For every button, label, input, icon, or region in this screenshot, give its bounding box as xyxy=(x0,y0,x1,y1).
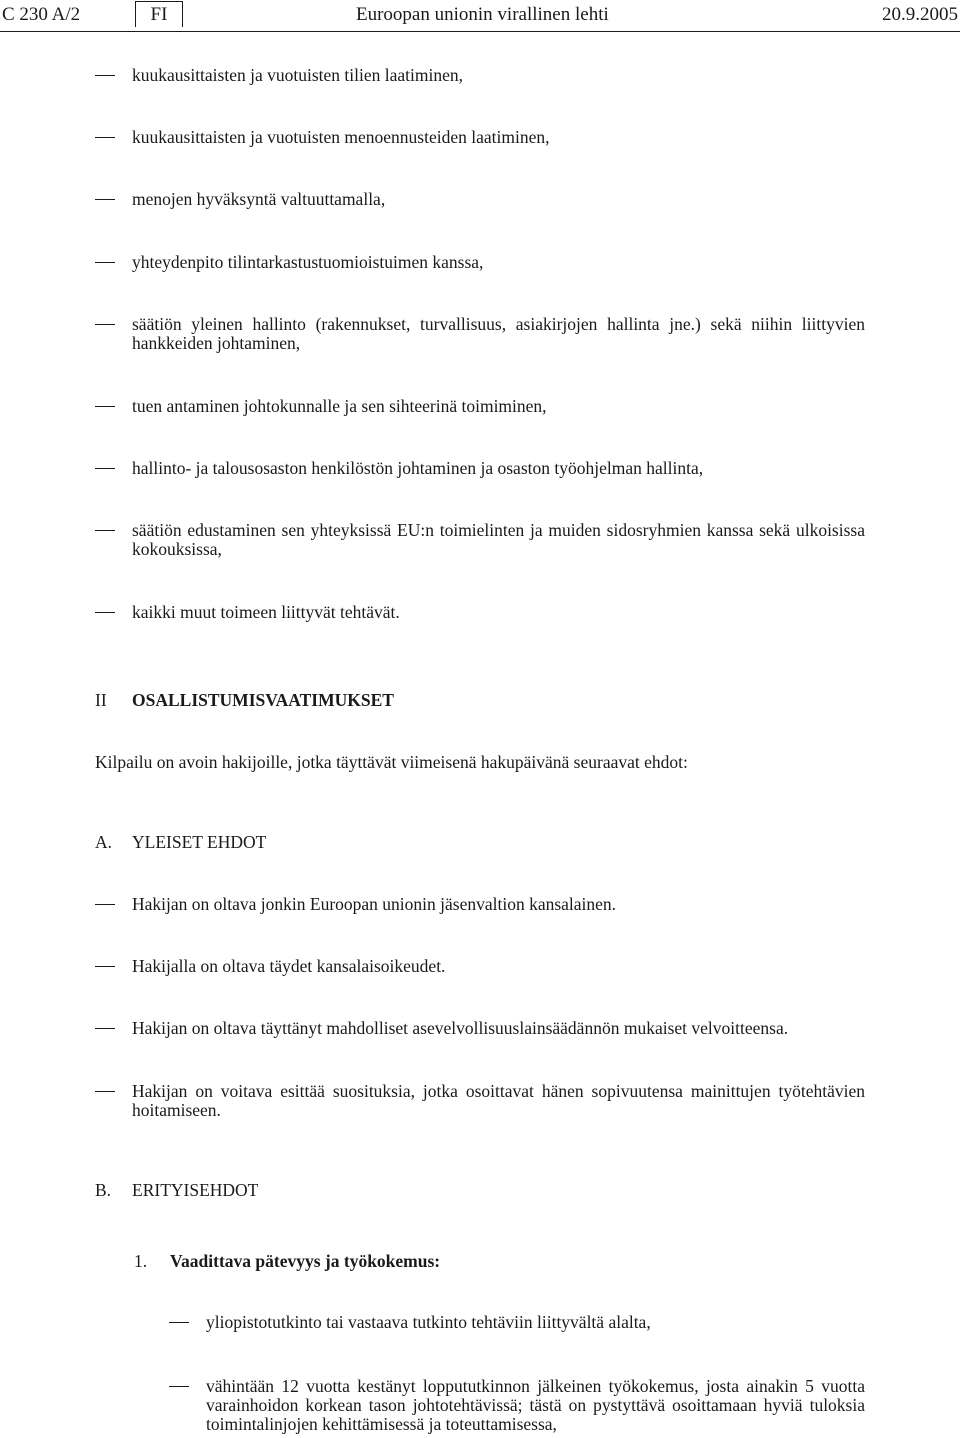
dash-marker xyxy=(95,966,115,967)
list-item xyxy=(169,1313,865,1332)
list-item xyxy=(95,397,865,416)
item-number: 1. xyxy=(134,1251,148,1271)
dash-marker xyxy=(95,75,115,76)
list-item-text: Hakijalla on oltava täydet kansalaisoikeudet. xyxy=(132,956,446,976)
list-item-text: Hakijan on oltava täyttänyt mahdolliset asevelvollisuuslainsäädännön mukaiset velvoitteensa. xyxy=(132,1018,789,1038)
language-code: FI xyxy=(135,1,183,27)
list-item-text: Hakijan on oltava jonkin Euroopan unionin jäsenvaltion kansalainen. xyxy=(132,894,617,914)
subsection-letter: A. xyxy=(95,832,113,852)
list-item-text: säätiön yleinen hallinto (rakennukset, turvallisuus, asiakirjojen hallinta jne.) sekä niihin liittyvien hankkeiden johtaminen, xyxy=(132,314,865,353)
dash-marker xyxy=(95,468,115,469)
list-item xyxy=(169,1377,865,1434)
dash-marker xyxy=(95,406,115,407)
section-number: II xyxy=(95,690,107,710)
dash-marker xyxy=(95,324,115,325)
list-item xyxy=(95,253,865,272)
list-item xyxy=(95,128,865,147)
list-item xyxy=(95,315,865,353)
dash-marker xyxy=(95,904,115,905)
page-header xyxy=(0,0,960,34)
section-intro: Kilpailu on avoin hakijoille, jotka täyttävät viimeisenä hakupäivänä seuraavat ehdot: xyxy=(95,752,688,772)
dash-marker xyxy=(169,1386,189,1387)
dash-marker xyxy=(95,1091,115,1092)
list-item-text: kaikki muut toimeen liittyvät tehtävät. xyxy=(132,602,400,622)
list-item xyxy=(95,1082,865,1120)
header-rule xyxy=(0,31,960,32)
journal-title: Euroopan unionin virallinen lehti xyxy=(356,4,609,25)
dash-marker xyxy=(95,137,115,138)
list-item-text: kuukausittaisten ja vuotuisten menoennusteiden laatiminen, xyxy=(132,127,550,147)
list-item xyxy=(95,957,865,976)
dash-marker xyxy=(95,1028,115,1029)
publication-date: 20.9.2005 xyxy=(882,4,958,25)
section-title: OSALLISTUMISVAATIMUKSET xyxy=(132,690,394,710)
dash-marker xyxy=(95,262,115,263)
subsection-letter: B. xyxy=(95,1180,112,1200)
dash-marker xyxy=(95,612,115,613)
list-item xyxy=(95,603,865,622)
dash-marker xyxy=(169,1322,189,1323)
list-item-text: säätiön edustaminen sen yhteyksissä EU:n toimielinten ja muiden sidosryhmien kanssa sekä ulkoisissa kokouksissa, xyxy=(132,520,865,559)
list-item xyxy=(95,66,865,85)
list-item xyxy=(95,895,865,914)
subsection-title: YLEISET EHDOT xyxy=(132,832,267,852)
list-item-text: Hakijan on voitava esittää suosituksia, jotka osoittavat hänen sopivuutensa mainittujen työtehtävien hoitamiseen. xyxy=(132,1081,865,1120)
journal-reference: C 230 A/2 xyxy=(2,4,81,25)
list-item-text: yliopistotutkinto tai vastaava tutkinto tehtäviin liittyvältä alalta, xyxy=(206,1312,651,1332)
list-item-text: kuukausittaisten ja vuotuisten tilien laatiminen, xyxy=(132,65,463,85)
list-item-text: yhteydenpito tilintarkastustuomioistuimen kanssa, xyxy=(132,252,484,272)
list-item xyxy=(95,1019,865,1038)
subsection-title: ERITYISEHDOT xyxy=(132,1180,259,1200)
list-item-text: menojen hyväksyntä valtuuttamalla, xyxy=(132,189,386,209)
list-item xyxy=(95,521,865,559)
list-item-text: hallinto- ja talousosaston henkilöstön johtaminen ja osaston työohjelman hallinta, xyxy=(132,458,704,478)
dash-marker xyxy=(95,199,115,200)
list-item xyxy=(95,459,865,478)
list-item-text: vähintään 12 vuotta kestänyt loppututkinnon jälkeinen työkokemus, josta ainakin 5 vuotta varainhoidon korkean tason johtotehtävissä; tästä on pystyttävä osoittamaan hyviä tuloksia toimintalinjojen kehittämisessä ja toteuttamisessa, xyxy=(206,1376,865,1434)
dash-marker xyxy=(95,530,115,531)
item-title: Vaadittava pätevyys ja työkokemus: xyxy=(170,1251,441,1271)
list-item-text: tuen antaminen johtokunnalle ja sen sihteerinä toimiminen, xyxy=(132,396,547,416)
list-item xyxy=(95,190,865,209)
